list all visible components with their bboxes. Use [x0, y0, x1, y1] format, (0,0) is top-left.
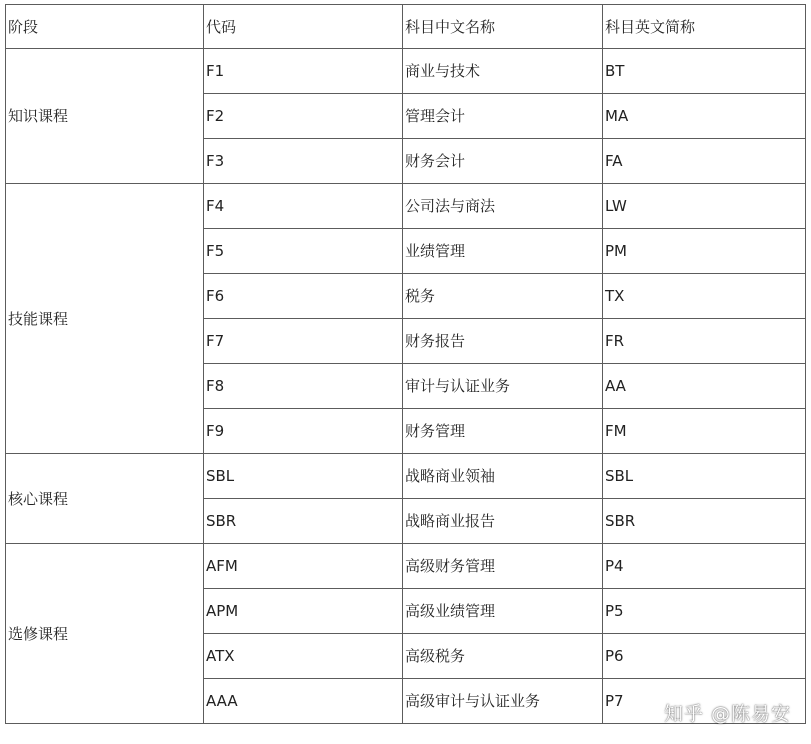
table-row — [6, 454, 806, 499]
english-abbr-cell: P6 — [603, 634, 806, 679]
english-abbr-cell: TX — [603, 274, 806, 319]
chinese-name-cell: 税务 — [403, 274, 603, 319]
english-abbr-cell: MA — [603, 94, 806, 139]
zhihu-watermark: 知乎 @陈易安 — [663, 703, 791, 725]
code-cell: F7 — [204, 319, 403, 364]
english-abbr-cell: FA — [603, 139, 806, 184]
chinese-name-cell: 战略商业报告 — [403, 499, 603, 544]
english-abbr-cell: P5 — [603, 589, 806, 634]
stage-cell: 选修课程 — [6, 544, 204, 724]
chinese-name-cell: 公司法与商法 — [403, 184, 603, 229]
header-code: 代码 — [204, 5, 403, 49]
course-table — [5, 4, 806, 724]
english-abbr-cell: SBR — [603, 499, 806, 544]
header-chinese-name: 科目中文名称 — [403, 5, 603, 49]
chinese-name-cell: 业绩管理 — [403, 229, 603, 274]
code-cell: SBR — [204, 499, 403, 544]
code-cell: F5 — [204, 229, 403, 274]
code-cell: F2 — [204, 94, 403, 139]
chinese-name-cell: 财务管理 — [403, 409, 603, 454]
stage-cell: 技能课程 — [6, 184, 204, 454]
code-cell: F4 — [204, 184, 403, 229]
table-row — [6, 184, 806, 229]
code-cell: ATX — [204, 634, 403, 679]
table-row — [6, 544, 806, 589]
chinese-name-cell: 高级业绩管理 — [403, 589, 603, 634]
chinese-name-cell: 高级税务 — [403, 634, 603, 679]
table-row — [6, 49, 806, 94]
code-cell: APM — [204, 589, 403, 634]
english-abbr-cell: SBL — [603, 454, 806, 499]
header-english-abbr: 科目英文简称 — [603, 5, 806, 49]
chinese-name-cell: 高级财务管理 — [403, 544, 603, 589]
english-abbr-cell: LW — [603, 184, 806, 229]
chinese-name-cell: 财务报告 — [403, 319, 603, 364]
chinese-name-cell: 高级审计与认证业务 — [403, 679, 603, 724]
english-abbr-cell: P7 — [603, 679, 806, 724]
english-abbr-cell: AA — [603, 364, 806, 409]
code-cell: F1 — [204, 49, 403, 94]
english-abbr-cell: P4 — [603, 544, 806, 589]
stage-cell: 知识课程 — [6, 49, 204, 184]
code-cell: F6 — [204, 274, 403, 319]
chinese-name-cell: 战略商业领袖 — [403, 454, 603, 499]
stage-cell: 核心课程 — [6, 454, 204, 544]
code-cell: F3 — [204, 139, 403, 184]
chinese-name-cell: 审计与认证业务 — [403, 364, 603, 409]
english-abbr-cell: BT — [603, 49, 806, 94]
english-abbr-cell: FM — [603, 409, 806, 454]
chinese-name-cell: 财务会计 — [403, 139, 603, 184]
chinese-name-cell: 商业与技术 — [403, 49, 603, 94]
english-abbr-cell: PM — [603, 229, 806, 274]
code-cell: AAA — [204, 679, 403, 724]
english-abbr-cell: FR — [603, 319, 806, 364]
code-cell: AFM — [204, 544, 403, 589]
code-cell: SBL — [204, 454, 403, 499]
code-cell: F8 — [204, 364, 403, 409]
header-stage: 阶段 — [6, 5, 204, 49]
code-cell: F9 — [204, 409, 403, 454]
chinese-name-cell: 管理会计 — [403, 94, 603, 139]
header-row — [6, 5, 806, 49]
